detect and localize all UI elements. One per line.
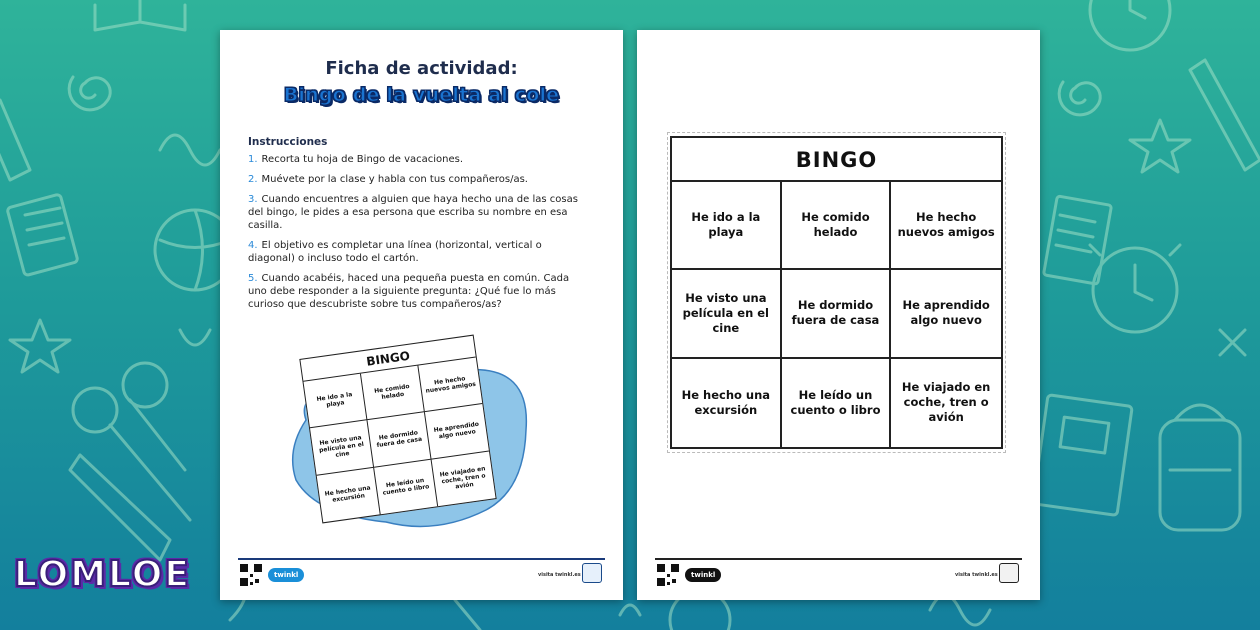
instruction-text: Muévete por la clase y habla con tus compañeros/as.: [261, 174, 528, 185]
instruction-item: [248, 173, 588, 186]
bingo-cell: He hecho nuevos amigos: [891, 182, 1001, 270]
instruction-text: El objetivo es completar una línea (horizontal, vertical o diagonal) o incluso todo el cartón.: [248, 240, 542, 264]
footer-url: visita twinkl.es: [955, 572, 998, 578]
footer-divider: [238, 558, 605, 560]
instruction-number: 5.: [248, 273, 258, 284]
instruction-item: [248, 153, 588, 166]
footer-url: visita twinkl.es: [538, 572, 581, 578]
bingo-card: [670, 136, 1003, 449]
sheet-subtitle: Bingo de la vuelta al cole: [283, 84, 560, 106]
mini-bingo-cell: He hecho una excursión: [317, 467, 381, 522]
mini-bingo-cell: He comido helado: [361, 366, 425, 421]
mini-bingo-cell: He aprendido algo nuevo: [425, 404, 489, 459]
mini-bingo-cell: He leído un cuento o libro: [374, 459, 438, 514]
instruction-text: Cuando acabéis, haced una pequeña puesta en común. Cada uno debe responder a la siguiente pregunta: ¿Qué fue lo más curioso que descubriste sobre tus compañeros/as?: [248, 273, 570, 310]
instruction-number: 4.: [248, 240, 258, 251]
mini-bingo-cell: He dormido fuera de casa: [368, 412, 432, 467]
bingo-cell: He leído un cuento o libro: [782, 359, 892, 447]
bingo-title: BINGO: [672, 138, 1001, 182]
activity-sheet-page: [220, 30, 623, 600]
instructions-heading: Instrucciones: [248, 136, 328, 148]
instruction-number: 1.: [248, 154, 258, 165]
bingo-cell: He aprendido algo nuevo: [891, 270, 1001, 358]
mini-bingo-card-preview: [299, 335, 496, 524]
instruction-text: Cuando encuentres a alguien que haya hecho una de las cosas del bingo, le pides a esa persona que escriba su nombre en esa casilla.: [248, 194, 578, 231]
twinkl-logo: twinkl: [268, 568, 304, 582]
mini-bingo-cell: He hecho nuevos amigos: [418, 357, 482, 412]
instruction-item: [248, 193, 588, 232]
bingo-grid: [672, 182, 1001, 447]
qr-code-icon: [657, 564, 679, 586]
bingo-card-page: [637, 30, 1040, 600]
mini-bingo-cell: He ido a la playa: [303, 374, 367, 429]
instructions-list: [248, 153, 588, 318]
instruction-item: [248, 239, 588, 265]
qr-code-icon: [240, 564, 262, 586]
mini-bingo-cell: He viajado en coche, tren o avión: [439, 465, 486, 491]
quality-badge-icon: [582, 563, 602, 583]
bingo-cell: He visto una película en el cine: [672, 270, 782, 358]
instruction-text: Recorta tu hoja de Bingo de vacaciones.: [261, 154, 464, 165]
mini-bingo-title: BINGO: [300, 336, 475, 382]
footer-divider: [655, 558, 1022, 560]
bingo-cell: He viajado en coche, tren o avión: [901, 380, 991, 425]
instruction-number: 2.: [248, 174, 258, 185]
mini-bingo-grid: [303, 357, 495, 522]
lomloe-badge: LOMLOE: [14, 554, 191, 595]
mini-bingo-cell: He visto una película en el cine: [310, 420, 374, 475]
sheet-title: Ficha de actividad:: [325, 58, 518, 79]
bingo-cell: He ido a la playa: [672, 182, 782, 270]
twinkl-logo: twinkl: [685, 568, 721, 582]
instruction-item: [248, 272, 588, 311]
bingo-cell: He comido helado: [782, 182, 892, 270]
bingo-cell: He hecho una excursión: [672, 359, 782, 447]
bingo-cell: He dormido fuera de casa: [782, 270, 892, 358]
instruction-number: 3.: [248, 194, 258, 205]
quality-badge-icon: [999, 563, 1019, 583]
